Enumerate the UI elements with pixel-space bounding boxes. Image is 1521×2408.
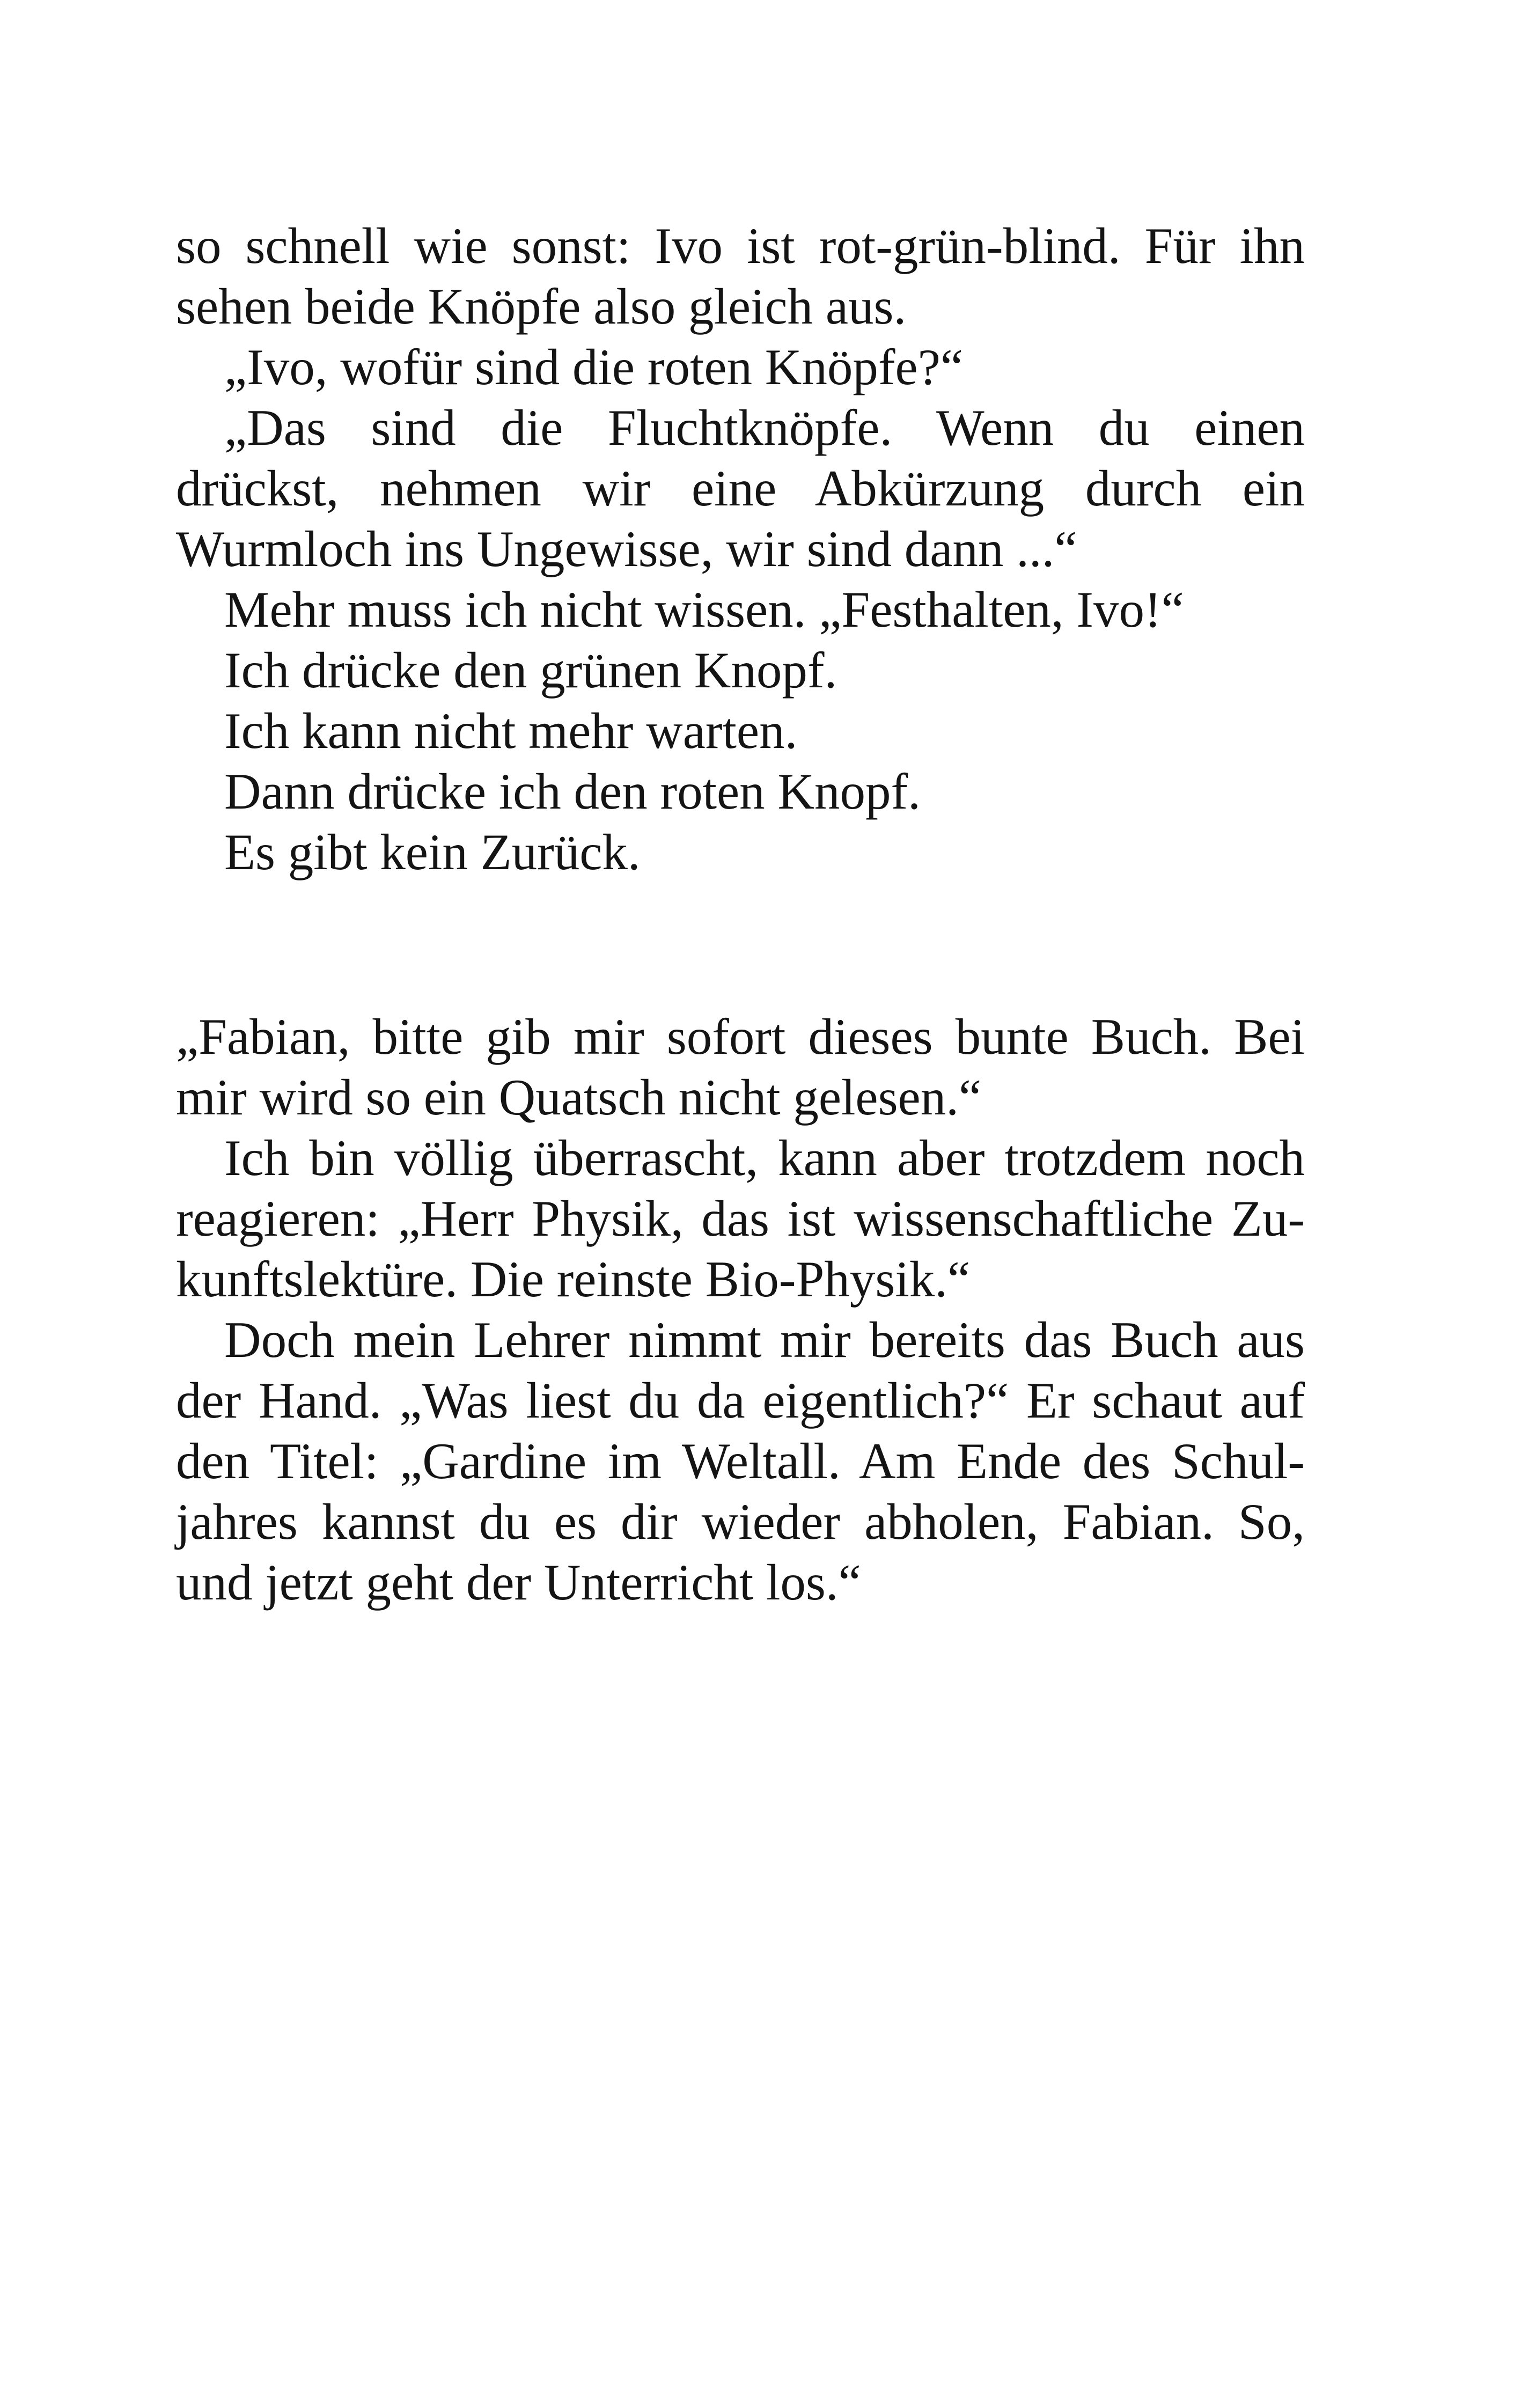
text-line: sehen beide Knöpfe also gleich aus. [176, 278, 907, 335]
text-line: „Das sind die Fluchtknöpfe. Wenn du einen [224, 399, 1305, 456]
text-line: drückst, nehmen wir eine Abkürzung durch ein [176, 460, 1305, 517]
text-line: und jetzt geht der Unterricht los.“ [176, 1554, 861, 1611]
text-line: Es gibt kein Zurück. [224, 824, 641, 880]
text-line: Wurmloch ins Ungewisse, wir sind dann ...“ [176, 520, 1077, 577]
text-line: reagieren: „Herr Physik, das ist wissenschaftliche Zu- [176, 1190, 1305, 1247]
text-line: Dann drücke ich den roten Knopf. [224, 763, 921, 820]
text-line: Mehr muss ich nicht wissen. „Festhalten, Ivo!“ [224, 581, 1184, 638]
text-line: der Hand. „Was liest du da eigentlich?“ Er schaut auf [176, 1372, 1305, 1429]
text-line: Ich drücke den grünen Knopf. [224, 642, 837, 699]
text-line: „Ivo, wofür sind die roten Knöpfe?“ [224, 339, 964, 395]
text-line: kunftslektüre. Die reinste Bio-Physik.“ [176, 1251, 971, 1308]
text-line: so schnell wie sonst: Ivo ist rot-grün-blind. Für ihn [176, 217, 1305, 274]
text-line: Doch mein Lehrer nimmt mir bereits das Buch aus [224, 1311, 1305, 1368]
text-line: Ich bin völlig überrascht, kann aber trotzdem noch [224, 1129, 1305, 1186]
text-line: mir wird so ein Quatsch nicht gelesen.“ [176, 1069, 982, 1126]
text-line: Ich kann nicht mehr warten. [224, 702, 798, 759]
text-line: jahres kannst du es dir wieder abholen, Fabian. So, [176, 1493, 1305, 1550]
text-section-2 [176, 1007, 1305, 1613]
text-line: den Titel: „Gardine im Weltall. Am Ende des Schul- [176, 1433, 1305, 1489]
text-line: „Fabian, bitte gib mir sofort dieses bunte Buch. Bei [176, 1008, 1305, 1065]
text-section-1 [176, 216, 1305, 883]
